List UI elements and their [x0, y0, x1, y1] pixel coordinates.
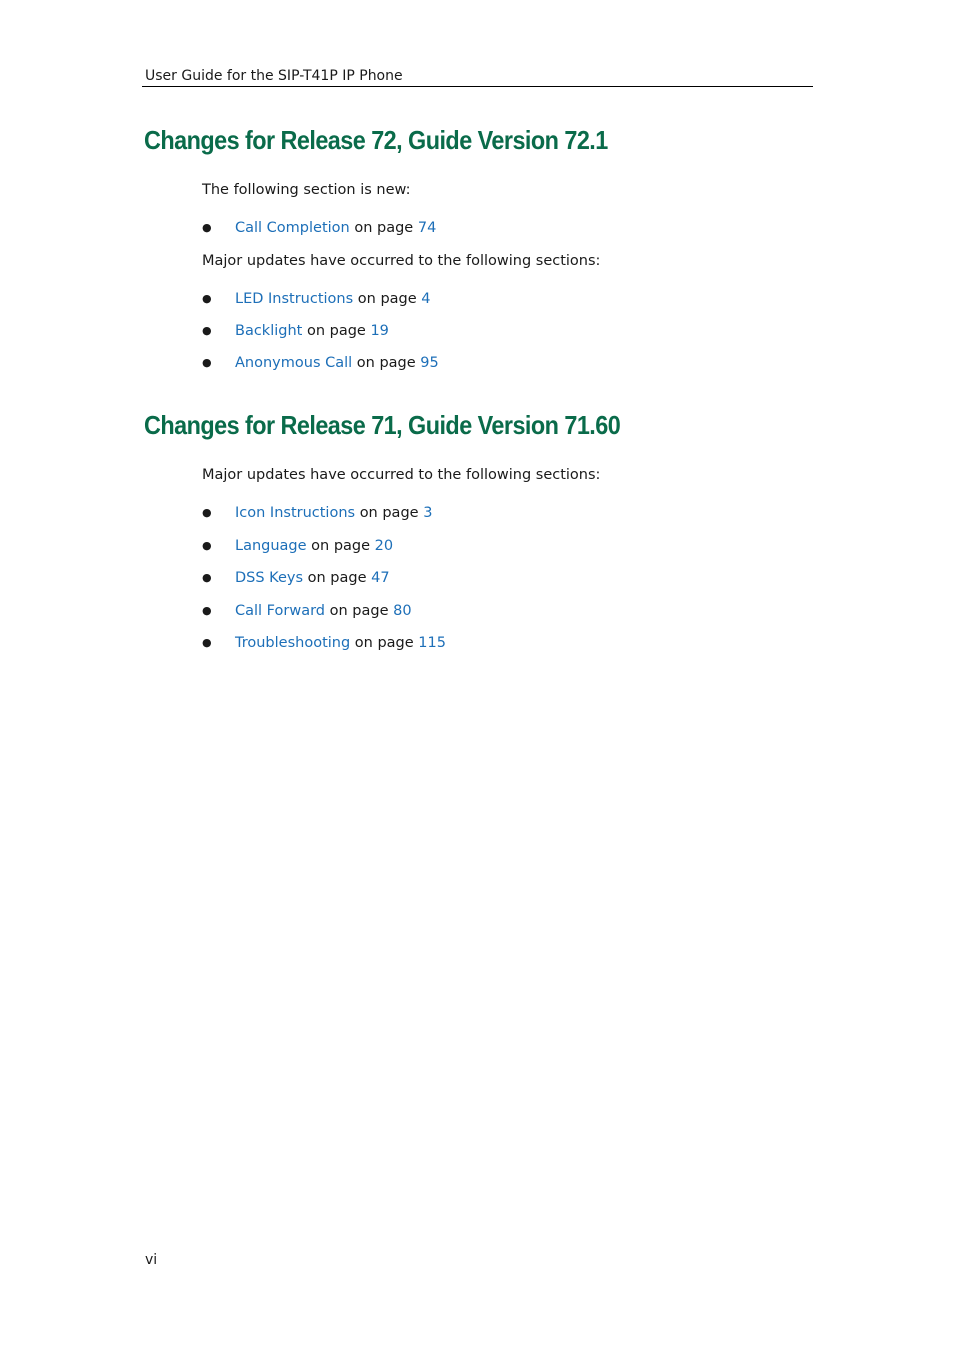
section-heading-release-72: Changes for Release 72, Guide Version 72.1	[144, 125, 608, 155]
section-link-backlight[interactable]: Backlight	[235, 323, 303, 339]
on-page-text: on page	[354, 220, 414, 236]
section-link-troubleshooting[interactable]: Troubleshooting	[235, 635, 351, 651]
page-link[interactable]: 3	[423, 505, 433, 521]
list-item	[202, 218, 436, 238]
list-item	[202, 633, 446, 653]
page-link[interactable]: 80	[393, 602, 412, 619]
section-link-call-forward[interactable]: Call Forward	[235, 602, 325, 619]
page-link[interactable]: 20	[374, 537, 394, 554]
bullet: ●	[202, 636, 212, 649]
bullet: ●	[202, 506, 212, 519]
intro-updated-sections: Major updates have occurred to the following sections:	[202, 467, 601, 483]
page-link[interactable]: 74	[417, 220, 437, 236]
section-link-dss-keys[interactable]: DSS Keys	[235, 570, 304, 586]
page-link[interactable]: 95	[420, 355, 439, 371]
page-link[interactable]: 19	[370, 323, 389, 339]
running-header: User Guide for the SIP-T41P IP Phone	[145, 68, 403, 84]
list-item	[202, 321, 439, 341]
bullet: ●	[202, 603, 212, 617]
page-link[interactable]: 47	[371, 570, 390, 586]
page-link[interactable]: 115	[418, 635, 446, 651]
intro-new-sections: The following section is new:	[202, 182, 411, 198]
on-page-text: on page	[354, 635, 414, 651]
list-item	[202, 353, 439, 373]
section-link-language[interactable]: Language	[235, 537, 307, 554]
bullet: ●	[202, 221, 212, 234]
on-page-text: on page	[306, 323, 366, 339]
header-rule	[142, 86, 813, 87]
bullet: ●	[202, 571, 212, 584]
updated-sections-list	[202, 503, 446, 653]
on-page-text: on page	[357, 291, 417, 307]
bullet: ●	[202, 324, 212, 337]
list-item	[202, 289, 439, 309]
page-link[interactable]: 4	[421, 291, 431, 307]
on-page-text: on page	[356, 355, 416, 371]
new-sections-list	[202, 218, 436, 238]
section-link-led-instructions[interactable]: LED Instructions	[235, 291, 354, 307]
list-item	[202, 536, 446, 556]
on-page-text: on page	[311, 537, 371, 554]
bullet: ●	[202, 538, 212, 552]
bullet: ●	[202, 356, 212, 369]
list-item	[202, 503, 446, 523]
section-heading-release-71: Changes for Release 71, Guide Version 71.60	[144, 410, 621, 440]
list-item	[202, 601, 446, 621]
section-link-icon-instructions[interactable]: Icon Instructions	[235, 505, 356, 521]
on-page-text: on page	[359, 505, 419, 521]
section-link-anonymous-call[interactable]: Anonymous Call	[235, 355, 353, 371]
list-item	[202, 568, 446, 588]
page-number: vi	[145, 1252, 158, 1268]
on-page-text: on page	[329, 602, 389, 619]
intro-updated-sections: Major updates have occurred to the following sections:	[202, 253, 601, 269]
section-link-call-completion[interactable]: Call Completion	[235, 220, 350, 236]
updated-sections-list	[202, 289, 439, 373]
on-page-text: on page	[307, 570, 367, 586]
bullet: ●	[202, 292, 212, 305]
